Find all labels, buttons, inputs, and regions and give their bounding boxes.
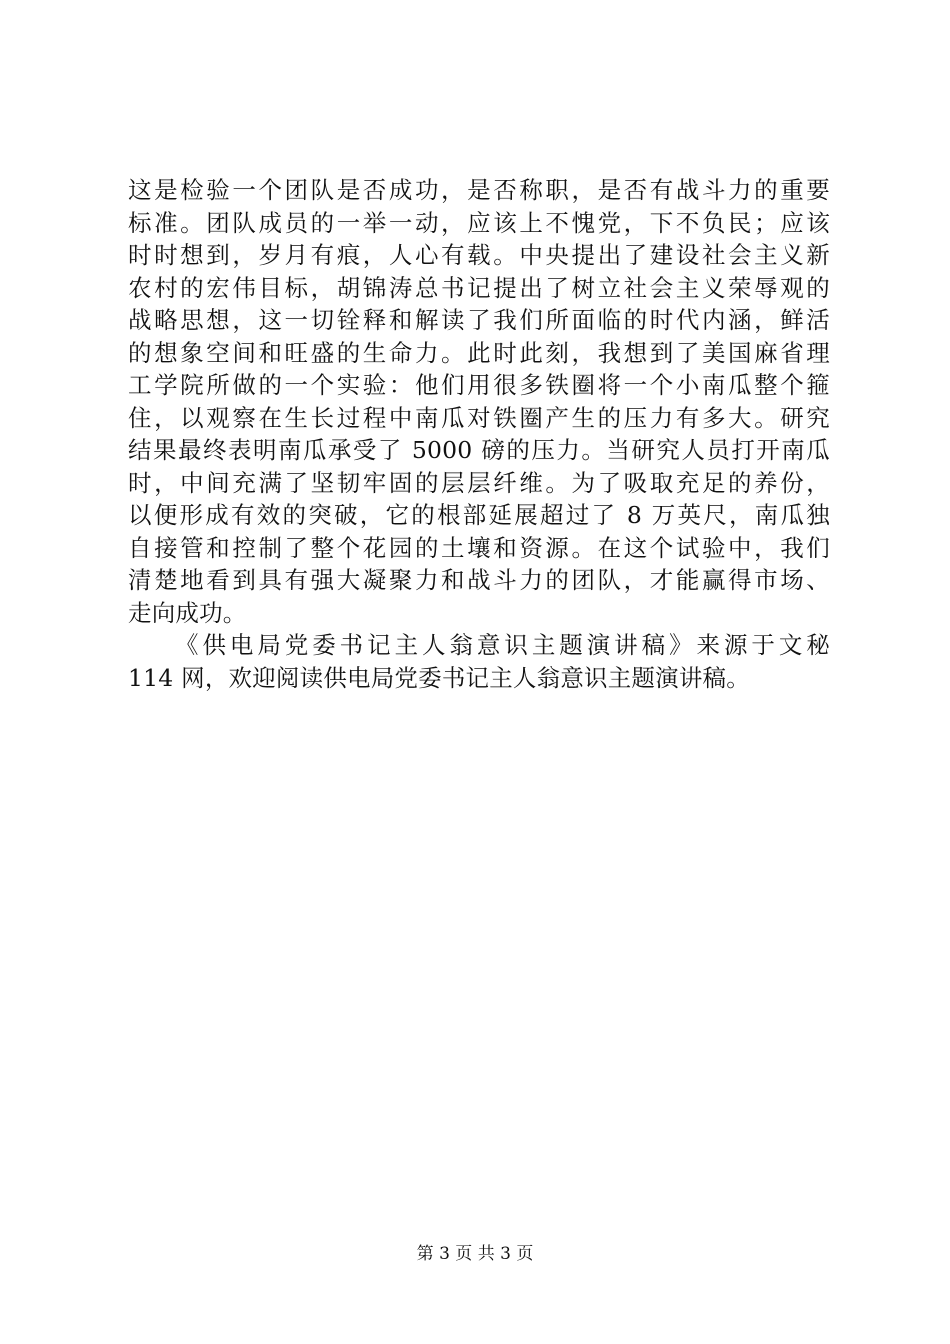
paragraph-line: 自接管和控制了整个花园的土壤和资源。在这个试验中，我们 (128, 533, 830, 562)
paragraph-line: 农村的宏伟目标，胡锦涛总书记提出了树立社会主义荣辱观的 (128, 273, 830, 302)
paragraph-line: 时时想到，岁月有痕，人心有载。中央提出了建设社会主义新 (128, 241, 830, 269)
body-text (128, 174, 830, 694)
paragraph-line: 战略思想，这一切铨释和解读了我们所面临的时代内涵，鲜活 (128, 306, 830, 334)
paragraph-line: 住，以观察在生长过程中南瓜对铁圈产生的压力有多大。研究 (128, 403, 830, 432)
paragraph-line: 清楚地看到具有强大凝聚力和战斗力的团队，才能赢得市场、 (128, 566, 830, 594)
source-note-line: 114 网，欢迎阅读供电局党委书记主人翁意识主题演讲稿。 (128, 663, 750, 692)
paragraph-line: 走向成功。 (128, 598, 247, 627)
paragraph-line: 以便形成有效的突破，它的根部延展超过了 8 万英尺，南瓜独 (128, 501, 830, 529)
paragraph-line: 的想象空间和旺盛的生命力。此时此刻，我想到了美国麻省理 (128, 338, 830, 367)
paragraph-line: 这是检验一个团队是否成功，是否称职，是否有战斗力的重要 (128, 176, 830, 204)
paragraph-line: 工学院所做的一个实验：他们用很多铁圈将一个小南瓜整个箍 (128, 371, 830, 399)
paragraph-line: 时，中间充满了坚韧牢固的层层纤维。为了吸取充足的养份， (128, 468, 830, 497)
paragraph-line: 结果最终表明南瓜承受了 5000 磅的压力。当研究人员打开南瓜 (128, 436, 830, 464)
page-number-footer: 第 3 页 共 3 页 (416, 1244, 534, 1264)
source-note-line: 《供电局党委书记主人翁意识主题演讲稿》来源于文秘 (175, 631, 830, 659)
paragraph-line: 标准。团队成员的一举一动，应该上不愧党，下不负民；应该 (128, 208, 830, 237)
